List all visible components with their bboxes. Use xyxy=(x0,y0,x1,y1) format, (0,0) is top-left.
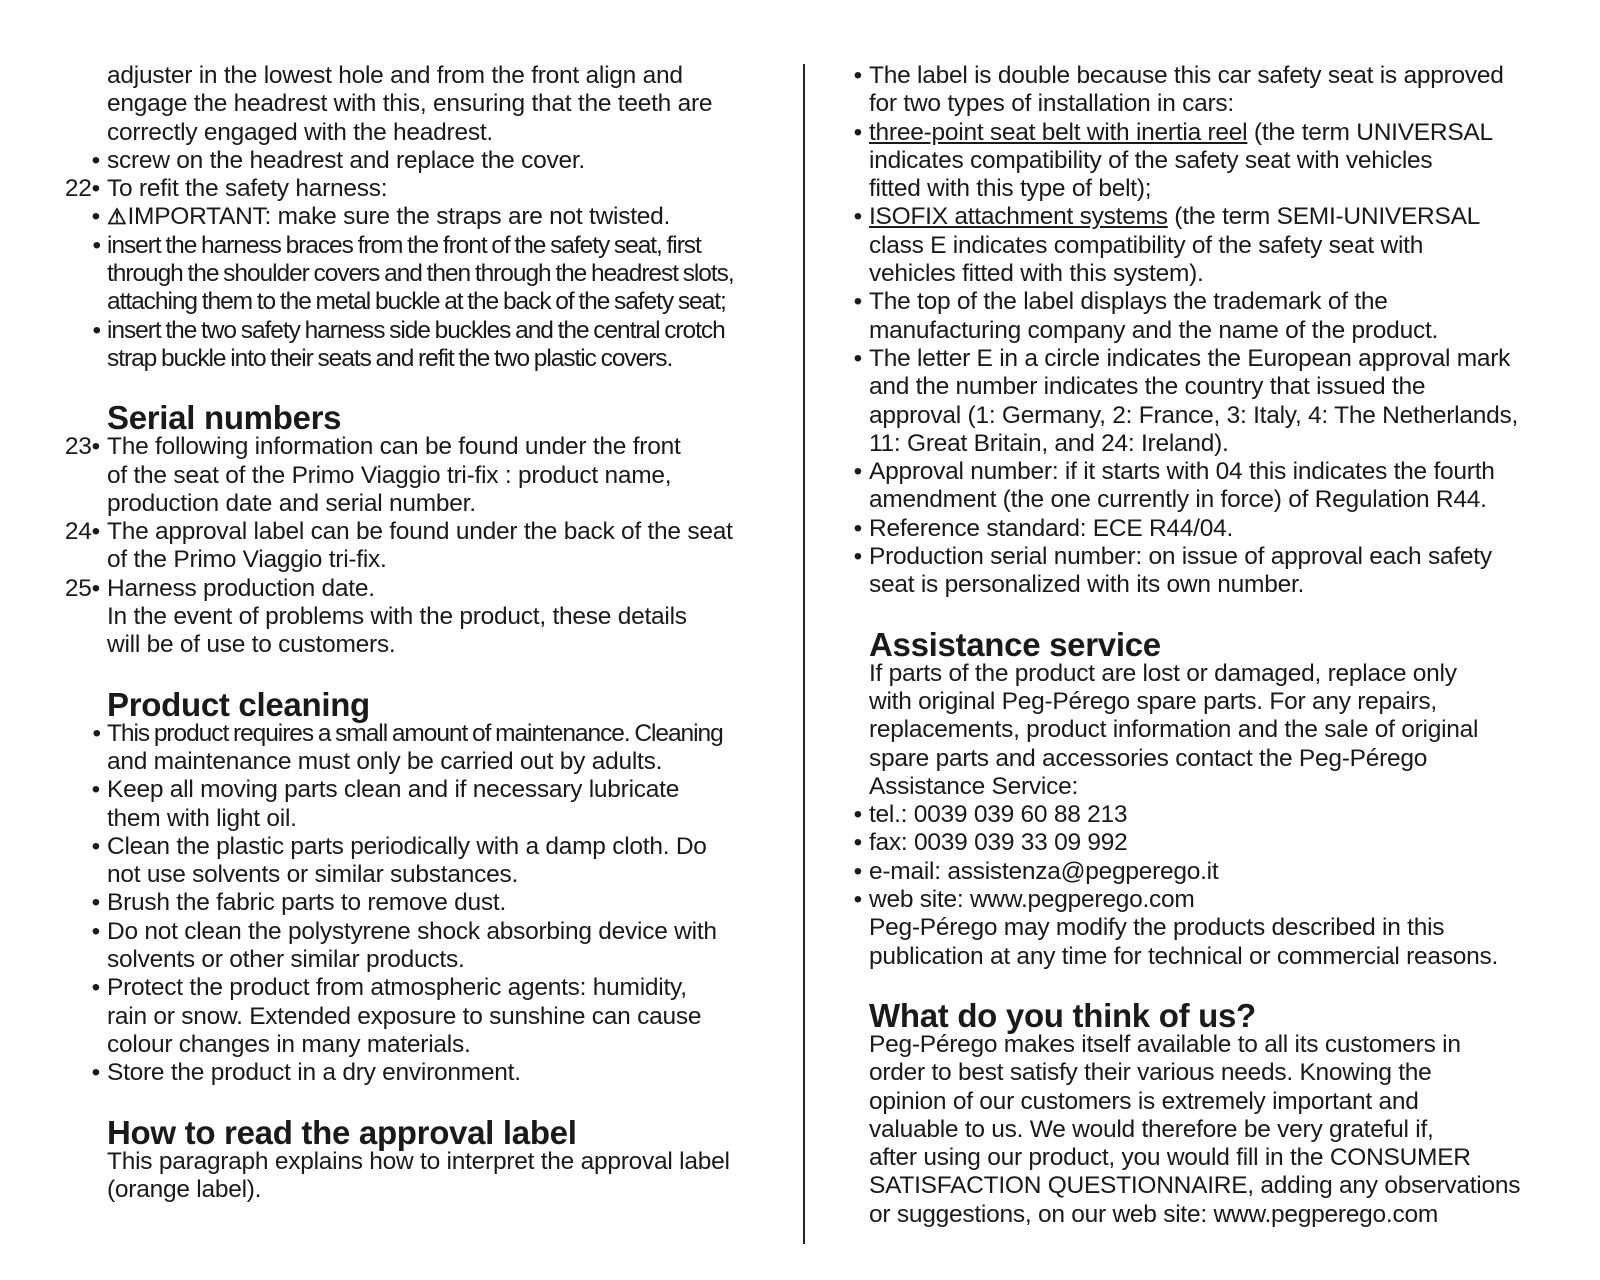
bullet: • xyxy=(853,829,862,857)
bullet: • xyxy=(853,458,862,486)
cleaning-bullet-5 xyxy=(91,917,787,946)
approval-para-line: (orange label). xyxy=(107,1175,262,1203)
item-23-marker: 23• xyxy=(64,433,100,461)
letter-e-line: approval (1: Germany, 2: France, 3: Italy, 4: The Netherlands, xyxy=(869,401,1519,429)
reference-line: Reference standard: ECE R44/04. xyxy=(869,514,1234,542)
bullet: • xyxy=(853,801,862,829)
product-cleaning-heading: Product cleaning xyxy=(107,685,370,723)
opinion-para-line: opinion of our customers is extremely important and xyxy=(869,1087,1419,1115)
contact-tel xyxy=(853,801,1569,829)
item-24-marker: 24• xyxy=(64,518,100,546)
buckles-step xyxy=(92,316,787,345)
assistance-note-line: publication at any time for technical or commercial reasons. xyxy=(869,942,1499,970)
web-text: web site: www.pegperego.com xyxy=(869,886,1195,914)
opinion-para-line: or suggestions, on our web site: www.pegperego.com xyxy=(869,1200,1439,1228)
assistance-para-line: spare parts and accessories contact the Peg-Pérego xyxy=(869,744,1428,772)
assistance-service-heading: Assistance service xyxy=(869,625,1161,663)
label-double-line: The label is double because this car safety seat is approved xyxy=(869,62,1504,89)
opinion-para-line: SATISFACTION QUESTIONNAIRE, adding any observations xyxy=(869,1172,1521,1200)
isofix-line: vehicles fitted with this system). xyxy=(869,260,1204,288)
serial-note-line: In the event of problems with the product, these details xyxy=(107,603,687,631)
item-25-marker: 25• xyxy=(64,574,100,602)
item-24-line: The approval label can be found under the back of the seat xyxy=(107,518,733,546)
cleaning-line: rain or snow. Extended exposure to sunshine can cause xyxy=(107,1002,702,1030)
letter-e-line: The letter E in a circle indicates the European approval mark xyxy=(869,344,1511,372)
left-column xyxy=(64,62,787,1204)
braces-line: insert the harness braces from the front of the safety seat, first xyxy=(107,231,701,259)
top-label-line: manufacturing company and the name of the product. xyxy=(869,316,1439,344)
bullet: • xyxy=(91,832,100,860)
serial-numbers-heading: Serial numbers xyxy=(107,399,342,437)
approval-label-heading: How to read the approval label xyxy=(107,1113,577,1151)
bullet: • xyxy=(92,231,100,259)
bullet: • xyxy=(853,857,862,885)
top-label-line: The top of the label displays the trademark of the xyxy=(869,288,1388,316)
letter-e-line: and the number indicates the country that issued the xyxy=(869,373,1426,401)
braces-line: through the shoulder covers and then through the headrest slots, xyxy=(107,260,734,288)
cleaning-bullet-2 xyxy=(91,776,787,804)
contact-web xyxy=(853,886,1569,914)
cleaning-bullet-6 xyxy=(91,974,787,1002)
step-22 xyxy=(64,175,787,203)
contact-fax xyxy=(853,829,1569,857)
bullet: • xyxy=(92,316,100,344)
approval-number-line: amendment (the one currently in force) of Regulation R44. xyxy=(869,486,1487,514)
isofix-link[interactable]: ISOFIX attachment systems xyxy=(869,203,1168,231)
cleaning-line: and maintenance must only be carried out by adults. xyxy=(107,747,663,775)
bullet: • xyxy=(91,917,100,945)
belt-line: indicates compatibility of the safety seat with vehicles xyxy=(869,146,1433,174)
opinion-para-line: after using our product, you would fill in the CONSUMER xyxy=(869,1144,1471,1172)
assistance-para-line: If parts of the product are lost or damaged, replace only xyxy=(869,659,1457,687)
cleaning-bullet-4 xyxy=(91,889,787,917)
important-text: IMPORTANT: make sure the straps are not twisted. xyxy=(127,203,671,231)
reference-bullet xyxy=(853,514,1569,543)
cleaning-line: solvents or other similar products. xyxy=(107,946,465,974)
intro-line: adjuster in the lowest hole and from the front align and xyxy=(107,62,683,89)
cleaning-line: them with light oil. xyxy=(107,804,297,832)
step-screw-headrest xyxy=(91,146,787,175)
bullet: • xyxy=(92,719,100,747)
cleaning-line: Store the product in a dry environment. xyxy=(107,1059,521,1087)
assistance-para-line: with original Peg-Pérego spare parts. For any repairs, xyxy=(869,687,1437,715)
three-point-belt-link[interactable]: three-point seat belt with inertia reel xyxy=(869,118,1248,146)
braces-step xyxy=(92,231,787,260)
serial-item-23 xyxy=(64,433,787,461)
serial-item-25 xyxy=(64,574,787,603)
item-23-line: production date and serial number. xyxy=(107,489,476,517)
serial-number-line: Production serial number: on issue of approval each safety xyxy=(869,543,1492,571)
cleaning-line: Do not clean the polystyrene shock absorbing device with xyxy=(107,917,717,945)
bullet: • xyxy=(91,203,100,231)
fax-text: fax: 0039 039 33 09 992 xyxy=(869,829,1128,857)
opinion-para-line: Peg-Pérego makes itself available to all its customers in xyxy=(869,1030,1461,1058)
bullet: • xyxy=(853,203,862,231)
approval-para-line: This paragraph explains how to interpret the approval label xyxy=(107,1147,730,1175)
bullet: • xyxy=(853,886,862,914)
bullet: • xyxy=(853,62,862,89)
top-label-bullet xyxy=(853,288,1569,316)
cleaning-line: colour changes in many materials. xyxy=(107,1030,471,1058)
cleaning-line: This product requires a small amount of maintenance. Cleaning xyxy=(107,719,723,747)
step-22-marker: 22• xyxy=(64,175,100,203)
isofix-bullet xyxy=(853,203,1569,231)
contact-email xyxy=(853,857,1569,886)
what-do-you-think-heading: What do you think of us? xyxy=(869,996,1256,1034)
intro-line: engage the headrest with this, ensuring that the teeth are xyxy=(107,90,713,118)
cleaning-line: Brush the fabric parts to remove dust. xyxy=(107,889,507,917)
bullet: • xyxy=(91,146,100,174)
cleaning-line: Keep all moving parts clean and if necessary lubricate xyxy=(107,776,680,804)
label-double-line: for two types of installation in cars: xyxy=(869,90,1234,118)
right-column xyxy=(853,62,1569,1229)
serial-number-bullet xyxy=(853,543,1569,571)
step-22-text: To refit the safety harness: xyxy=(107,175,388,203)
letter-e-bullet xyxy=(853,344,1569,373)
cleaning-bullet-7 xyxy=(91,1059,787,1087)
belt-line: fitted with this type of belt); xyxy=(869,175,1152,203)
warning-triangle-icon: ⚠ xyxy=(107,204,127,230)
isofix-line: class E indicates compatibility of the safety seat with xyxy=(869,231,1424,259)
assistance-note-line: Peg-Pérego may modify the products described in this xyxy=(869,914,1445,942)
email-text: e-mail: assistenza@pegperego.it xyxy=(869,857,1219,885)
bullet: • xyxy=(91,776,100,804)
step-screw-text: screw on the headrest and replace the cover. xyxy=(107,146,585,174)
approval-number-bullet xyxy=(853,458,1569,486)
cleaning-line: Protect the product from atmospheric agents: humidity, xyxy=(107,974,687,1002)
important-note xyxy=(91,203,787,231)
letter-e-line: 11: Great Britain, and 24: Ireland). xyxy=(869,429,1229,457)
buckles-line: insert the two safety harness side buckles and the central crotch xyxy=(107,316,725,344)
bullet: • xyxy=(853,288,862,316)
cleaning-line: not use solvents or similar substances. xyxy=(107,861,519,889)
bullet: • xyxy=(853,514,862,542)
bullet: • xyxy=(853,118,862,146)
approval-number-line: Approval number: if it starts with 04 this indicates the fourth xyxy=(869,458,1495,486)
item-23-line: The following information can be found under the front xyxy=(107,433,681,461)
bullet: • xyxy=(853,344,862,372)
tel-text: tel.: 0039 039 60 88 213 xyxy=(869,801,1128,829)
isofix-rest: (the term SEMI-UNIVERSAL xyxy=(1167,203,1481,231)
opinion-para-line: valuable to us. We would therefore be very grateful if, xyxy=(869,1115,1434,1143)
bullet: • xyxy=(853,543,862,571)
label-double-bullet xyxy=(853,62,1569,90)
braces-line: attaching them to the metal buckle at the back of the safety seat; xyxy=(107,288,726,316)
serial-note-line: will be of use to customers. xyxy=(107,631,396,659)
cleaning-line: Clean the plastic parts periodically with a damp cloth. Do xyxy=(107,832,707,860)
intro-line: correctly engaged with the headrest. xyxy=(107,118,493,146)
buckles-line: strap buckle into their seats and refit the two plastic covers. xyxy=(107,344,673,372)
item-25-line: Harness production date. xyxy=(107,574,375,602)
assistance-para-line: Assistance Service: xyxy=(869,772,1079,800)
item-23-line: of the seat of the Primo Viaggio tri-fix : product name, xyxy=(107,461,672,489)
serial-number-line: seat is personalized with its own number. xyxy=(869,571,1305,599)
cleaning-bullet-3 xyxy=(91,832,787,861)
column-divider xyxy=(803,64,805,1244)
belt-bullet xyxy=(853,118,1569,147)
bullet: • xyxy=(91,889,100,917)
bullet: • xyxy=(91,974,100,1002)
assistance-para-line: replacements, product information and the sale of original xyxy=(869,716,1479,744)
opinion-para-line: order to best satisfy their various needs. Knowing the xyxy=(869,1059,1432,1087)
cleaning-bullet-1 xyxy=(92,719,787,748)
belt-rest: (the term UNIVERSAL xyxy=(1247,118,1493,146)
item-24-line: of the Primo Viaggio tri-fix. xyxy=(107,546,387,574)
bullet: • xyxy=(91,1059,100,1087)
serial-item-24 xyxy=(64,518,787,546)
